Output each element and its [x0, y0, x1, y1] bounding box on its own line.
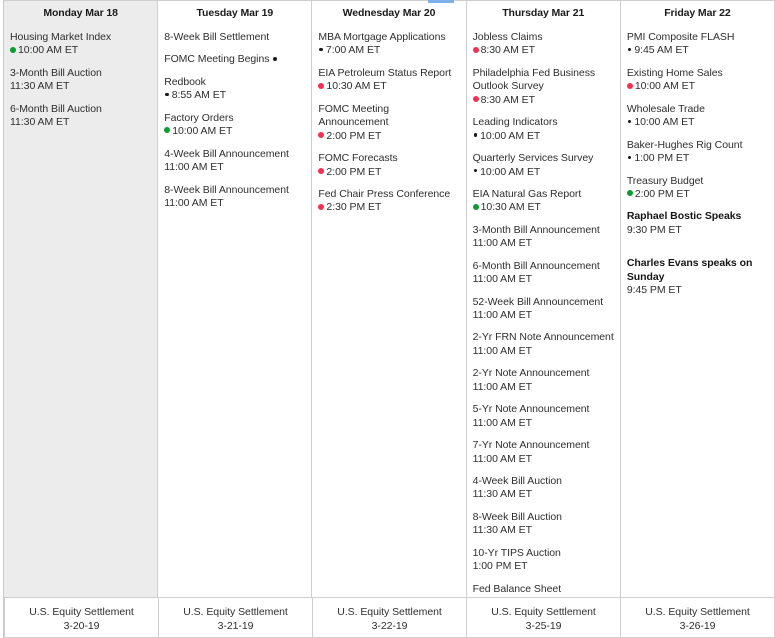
- event-time-text: 11:00 AM ET: [472, 416, 532, 429]
- event-name-text: FOMC Meeting Begins: [164, 53, 270, 66]
- event-time-text: 8:30 AM ET: [480, 44, 535, 57]
- event-name-text: 6-Month Bill Auction: [10, 102, 102, 115]
- event-marker-green-dot-icon: [473, 204, 479, 210]
- event-time-text: 9:45 AM ET: [634, 44, 689, 57]
- calendar-event[interactable]: [473, 260, 614, 287]
- calendar-event[interactable]: [627, 257, 768, 297]
- event-name-text: 8-Week Bill Auction: [472, 510, 562, 523]
- event-time: [473, 201, 614, 214]
- calendar-event[interactable]: [473, 331, 614, 358]
- calendar-event[interactable]: [627, 210, 768, 237]
- event-name-text: Wholesale Trade: [626, 102, 705, 115]
- calendar-event[interactable]: [473, 511, 614, 538]
- event-marker-black-dot-icon: [474, 169, 478, 173]
- event-name-text: 4-Week Bill Announcement: [164, 147, 289, 160]
- event-time: [473, 488, 614, 501]
- calendar-event[interactable]: [473, 31, 614, 58]
- event-time: [627, 80, 768, 93]
- event-time-text: 11:30 AM ET: [472, 488, 532, 501]
- event-time-text: 9:45 PM ET: [626, 284, 682, 297]
- event-name-text: FOMC Forecasts: [318, 152, 398, 165]
- event-time-text: 11:00 AM ET: [472, 309, 532, 321]
- settlement-cell-thursday: [466, 597, 620, 638]
- event-marker-black-dot-icon: [628, 120, 632, 124]
- calendar-event[interactable]: [473, 367, 614, 394]
- settlement-date: 3-25-19: [525, 620, 562, 633]
- event-time-text: 2:00 PM ET: [634, 187, 690, 200]
- event-name: [473, 224, 614, 237]
- event-name-text: 52-Week Bill Announcement: [472, 295, 604, 308]
- event-name-text: 7-Yr Note Announcement: [472, 439, 590, 452]
- events-list-tuesday: [158, 23, 311, 597]
- event-time-text: 2:00 PM ET: [326, 129, 382, 142]
- calendar-event[interactable]: [164, 184, 305, 211]
- event-name: [318, 152, 459, 165]
- events-list-friday: [621, 23, 774, 597]
- event-time-text: 11:30 AM ET: [10, 116, 70, 129]
- event-name: [627, 210, 768, 223]
- event-name: [473, 116, 614, 129]
- calendar-event[interactable]: [627, 139, 768, 166]
- calendar-event[interactable]: [164, 148, 305, 175]
- event-time-text: 11:00 AM ET: [472, 380, 532, 393]
- event-name-text: 8-Week Bill Settlement: [164, 31, 270, 43]
- calendar-event[interactable]: [10, 67, 151, 94]
- event-name-text: Charles Evans speaks on Sunday: [626, 257, 753, 283]
- event-name-text: 4-Week Bill Auction: [472, 474, 562, 487]
- event-name: [473, 475, 614, 488]
- event-name-text: Raphael Bostic Speaks: [626, 210, 742, 223]
- event-name: [164, 31, 305, 44]
- calendar-event[interactable]: [318, 188, 459, 215]
- event-time: [473, 345, 614, 358]
- event-name-text: 2-Yr FRN Note Announcement: [472, 331, 614, 344]
- event-spacer: [627, 246, 768, 257]
- day-column-tuesday: [158, 0, 312, 597]
- event-name: [473, 296, 614, 309]
- day-column-monday: [4, 0, 158, 597]
- event-time-text: 11:00 AM ET: [472, 344, 532, 357]
- event-time: [627, 116, 768, 129]
- calendar-event[interactable]: [627, 103, 768, 130]
- event-name-text: Jobless Claims: [472, 31, 543, 43]
- event-time: [164, 161, 305, 174]
- settlement-date: 3-26-19: [679, 620, 716, 633]
- calendar-event[interactable]: [473, 296, 614, 323]
- event-time-text: 9:30 PM ET: [626, 223, 682, 236]
- events-list-monday: [4, 23, 157, 597]
- event-name-text: MBA Mortgage Applications: [318, 31, 446, 43]
- event-name-text: Housing Market Index: [10, 31, 112, 43]
- event-time: [473, 273, 614, 286]
- event-name-text: EIA Petroleum Status Report: [318, 66, 452, 79]
- event-name-text: FOMC Meeting Announcement: [318, 102, 389, 129]
- top-accent-bar: [428, 0, 454, 3]
- calendar-event[interactable]: [10, 103, 151, 130]
- event-time-text: 11:00 AM ET: [164, 161, 224, 174]
- event-name: [164, 53, 305, 66]
- event-marker-red-dot-icon: [318, 168, 324, 174]
- calendar-event[interactable]: [164, 112, 305, 139]
- event-name: [473, 152, 614, 165]
- event-name: [627, 257, 768, 284]
- calendar-event[interactable]: [318, 152, 459, 179]
- event-name-text: Philadelphia Fed Business Outlook Survey: [472, 66, 596, 93]
- event-time-text: 10:00 AM ET: [480, 165, 541, 178]
- event-marker-red-dot-icon: [627, 83, 633, 89]
- event-name: [473, 67, 614, 94]
- event-time-text: 11:30 AM ET: [10, 80, 70, 93]
- event-time-text: 1:00 PM ET: [472, 560, 528, 573]
- event-name: [473, 547, 614, 560]
- event-time: [318, 44, 459, 57]
- event-name-text: Redbook: [164, 75, 206, 88]
- event-marker-black-dot-icon: [628, 48, 632, 52]
- event-name-text: 10-Yr TIPS Auction: [472, 546, 561, 559]
- settlement-date: 3-20-19: [63, 620, 100, 633]
- event-time: [10, 44, 151, 57]
- day-header-wednesday: Wednesday Mar 20: [342, 7, 436, 19]
- left-edge-rail: [0, 0, 4, 638]
- settlement-footer-row: [4, 597, 775, 638]
- event-name-text: 5-Yr Note Announcement: [472, 403, 590, 416]
- event-name: [627, 31, 768, 44]
- event-name: [10, 67, 151, 80]
- event-name-text: Fed Balance Sheet: [472, 582, 562, 595]
- calendar-event[interactable]: [473, 439, 614, 466]
- event-name: [627, 139, 768, 152]
- event-name-text: Fed Chair Press Conference: [318, 187, 451, 200]
- event-time: [473, 166, 614, 179]
- calendar-event[interactable]: [627, 175, 768, 202]
- event-name-text: Baker-Hughes Rig Count: [626, 138, 743, 151]
- event-time-text: 10:00 AM ET: [634, 80, 695, 93]
- event-name-text: Quarterly Services Survey: [472, 152, 594, 165]
- event-time: [318, 130, 459, 143]
- event-time: [627, 224, 768, 237]
- event-name-text: EIA Natural Gas Report: [472, 187, 582, 200]
- event-time: [627, 188, 768, 201]
- event-time-text: 8:30 AM ET: [480, 93, 535, 106]
- event-name: [318, 103, 459, 130]
- event-time: [10, 80, 151, 93]
- event-name-text: 8-Week Bill Announcement: [164, 183, 289, 196]
- event-time: [473, 237, 614, 250]
- event-time: [473, 417, 614, 430]
- event-time: [10, 116, 151, 129]
- event-name: [318, 188, 459, 201]
- event-time-text: 11:00 AM ET: [472, 273, 532, 286]
- event-time-text: 11:00 AM ET: [472, 237, 532, 250]
- event-name: [164, 184, 305, 197]
- calendar-event[interactable]: [164, 76, 305, 103]
- calendar-event[interactable]: [164, 31, 305, 44]
- settlement-label: U.S. Equity Settlement: [337, 606, 442, 618]
- event-name: [318, 31, 459, 44]
- calendar-event[interactable]: [627, 31, 768, 58]
- event-name-text: Leading Indicators: [472, 116, 558, 129]
- event-time: [473, 560, 614, 573]
- settlement-cell-monday: [4, 597, 158, 638]
- day-column-thursday: [467, 0, 621, 597]
- calendar-event[interactable]: [473, 475, 614, 502]
- settlement-cell-friday: [620, 597, 775, 638]
- event-time: [164, 197, 305, 210]
- event-time-text: 8:55 AM ET: [171, 89, 227, 102]
- economic-calendar: [4, 0, 775, 638]
- event-time: [164, 125, 305, 138]
- day-column-friday: [621, 0, 775, 597]
- event-marker-green-dot-icon: [627, 190, 633, 196]
- event-name: [473, 583, 614, 596]
- day-header-monday: Monday Mar 18: [43, 7, 118, 19]
- settlement-label: U.S. Equity Settlement: [491, 606, 596, 618]
- calendar-event[interactable]: [627, 67, 768, 94]
- event-marker-red-dot-icon: [473, 96, 479, 102]
- event-time: [627, 284, 768, 297]
- event-time-text: 2:30 PM ET: [326, 201, 382, 214]
- event-time-text: 10:00 AM ET: [18, 44, 79, 57]
- settlement-date: 3-21-19: [217, 620, 254, 633]
- event-time: [318, 201, 459, 214]
- event-time: [473, 524, 614, 537]
- event-name: [473, 403, 614, 416]
- settlement-cell-wednesday: [312, 597, 466, 638]
- event-marker-red-dot-icon: [473, 47, 479, 53]
- event-name: [627, 175, 768, 188]
- settlement-cell-tuesday: [158, 597, 312, 638]
- calendar-event[interactable]: [473, 403, 614, 430]
- event-name: [164, 148, 305, 161]
- event-time: [627, 152, 768, 165]
- day-header-friday: Friday Mar 22: [664, 7, 731, 19]
- event-name-text: Treasury Budget: [626, 174, 704, 187]
- event-name: [10, 31, 151, 44]
- event-name: [627, 67, 768, 80]
- event-marker-black-dot-icon: [628, 156, 632, 160]
- event-name-text: 3-Month Bill Auction: [10, 66, 102, 79]
- events-list-wednesday: [312, 23, 465, 597]
- calendar-event[interactable]: [318, 67, 459, 94]
- event-name-text: 3-Month Bill Announcement: [472, 223, 600, 236]
- event-time: [473, 453, 614, 466]
- settlement-label: U.S. Equity Settlement: [29, 606, 134, 618]
- calendar-week-grid: [4, 0, 775, 597]
- event-time-text: 1:00 PM ET: [634, 152, 690, 165]
- event-name: [473, 331, 614, 344]
- event-marker-red-dot-icon: [318, 132, 324, 138]
- calendar-event[interactable]: [473, 224, 614, 251]
- event-time-text: 10:30 AM ET: [480, 201, 541, 214]
- event-marker-green-dot-icon: [10, 47, 16, 53]
- event-time: [473, 381, 614, 394]
- event-time: [318, 166, 459, 179]
- event-time-text: 10:00 AM ET: [634, 116, 695, 129]
- day-column-wednesday: [312, 0, 466, 597]
- settlement-date: 3-22-19: [371, 620, 408, 633]
- event-name: [473, 511, 614, 524]
- calendar-event[interactable]: [473, 67, 614, 107]
- event-time-text: 11:00 AM ET: [164, 196, 224, 209]
- event-time: [473, 130, 614, 143]
- event-time: [627, 44, 768, 57]
- event-name: [473, 31, 614, 44]
- event-name: [318, 67, 459, 80]
- settlement-label: U.S. Equity Settlement: [645, 606, 750, 618]
- event-time: [318, 80, 459, 93]
- event-name: [164, 112, 305, 125]
- events-list-thursday: [467, 23, 620, 597]
- event-marker-green-dot-icon: [164, 127, 170, 133]
- event-time: [473, 44, 614, 57]
- calendar-event[interactable]: [164, 53, 305, 66]
- event-time-text: 10:00 AM ET: [172, 125, 233, 138]
- event-name: [10, 103, 151, 116]
- event-name: [627, 103, 768, 116]
- event-marker-black-dot-icon: [273, 57, 277, 61]
- event-name-text: 2-Yr Note Announcement: [472, 367, 590, 380]
- event-name: [473, 260, 614, 273]
- event-time: [473, 309, 614, 322]
- event-time-text: 11:30 AM ET: [472, 524, 532, 537]
- event-name-text: PMI Composite FLASH: [626, 31, 735, 43]
- event-name: [473, 367, 614, 380]
- day-header-tuesday: Tuesday Mar 19: [196, 7, 274, 19]
- settlement-label: U.S. Equity Settlement: [183, 606, 288, 618]
- event-time-text: 10:30 AM ET: [326, 80, 387, 93]
- calendar-event[interactable]: [473, 547, 614, 574]
- event-marker-black-dot-icon: [474, 133, 478, 137]
- event-marker-red-dot-icon: [318, 204, 324, 210]
- calendar-event[interactable]: [473, 116, 614, 143]
- event-time-text: 10:00 AM ET: [480, 129, 541, 142]
- event-marker-black-dot-icon: [319, 48, 323, 52]
- event-time: [473, 94, 614, 107]
- calendar-event[interactable]: [318, 31, 459, 58]
- event-name: [473, 439, 614, 452]
- event-marker-black-dot-icon: [165, 93, 169, 97]
- event-time-text: 7:00 AM ET: [325, 44, 381, 57]
- calendar-event[interactable]: [10, 31, 151, 58]
- calendar-event[interactable]: [473, 152, 614, 179]
- calendar-event[interactable]: [473, 188, 614, 215]
- event-name-text: 6-Month Bill Announcement: [472, 259, 600, 272]
- event-time: [164, 89, 305, 102]
- day-header-thursday: Thursday Mar 21: [502, 7, 585, 19]
- calendar-event[interactable]: [318, 103, 459, 143]
- event-marker-red-dot-icon: [318, 83, 324, 89]
- event-name: [473, 188, 614, 201]
- event-name: [164, 76, 305, 89]
- event-time-text: 11:00 AM ET: [472, 452, 532, 465]
- event-name-text: Factory Orders: [164, 111, 234, 124]
- event-name-text: Existing Home Sales: [626, 66, 723, 79]
- calendar-event[interactable]: [473, 583, 614, 597]
- event-time-text: 2:00 PM ET: [326, 165, 382, 178]
